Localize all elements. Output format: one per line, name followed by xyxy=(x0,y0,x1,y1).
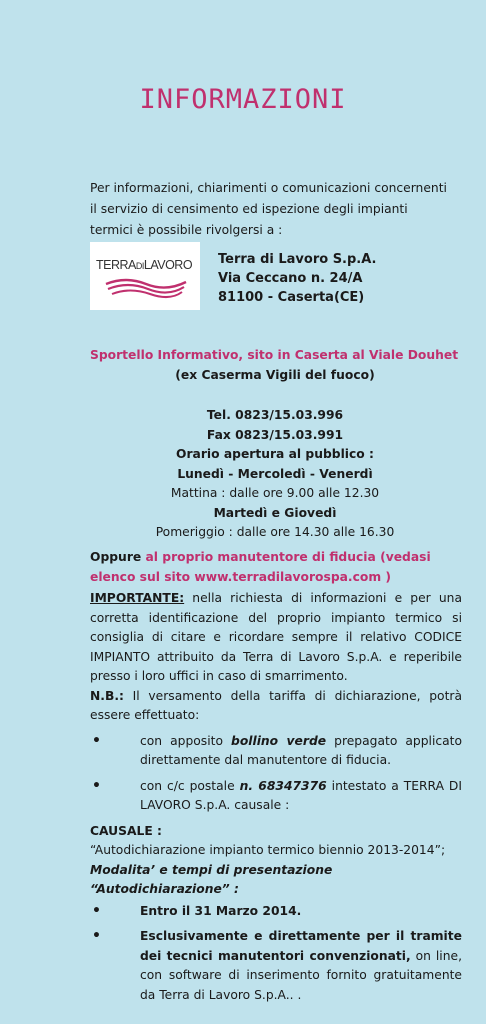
modalita-heading: Modalita’ e tempi di presentazione “Autodichiarazione” : xyxy=(90,862,333,896)
list-item: • con apposito bollino verde prepagato applicato direttamente dal manutentore di fiducia. xyxy=(92,732,463,767)
address-name: Terra di Lavoro S.p.A. xyxy=(218,252,377,267)
bullet-icon: • xyxy=(92,777,101,794)
logo-text-lavoro: LAVORO xyxy=(143,258,193,272)
causale-label: CAUSALE : xyxy=(90,823,162,838)
bullet-icon: • xyxy=(92,902,101,919)
nb-label: N.B.: xyxy=(90,688,124,703)
bullet-icon: • xyxy=(92,928,101,944)
oppure-block xyxy=(90,548,462,587)
nb-text: Il versamento della tariffa di dichiarazione, potrà essere effettuato: xyxy=(90,688,462,722)
sportello-line1: Sportello Informativo, sito in Caserta al Viale Douhet xyxy=(90,348,459,362)
address-block xyxy=(218,250,376,307)
tel-number: Tel. 0823/15.03.996 xyxy=(206,408,344,422)
oppure-word: Oppure xyxy=(90,550,142,564)
terra-di-lavoro-logo xyxy=(90,242,200,310)
page-title: INFORMAZIONI xyxy=(139,84,347,115)
body-text xyxy=(90,589,462,1011)
intro-paragraph: Per informazioni, chiarimenti o comunicazioni concernenti il servizio di censimento ed ispezione degli impianti termici è possibile rivolgersi a : xyxy=(90,181,447,237)
list-item: • Entro il 31 Marzo 2014. xyxy=(90,902,462,922)
list-item: • con c/c postale n. 68347376 intestato a TERRA DI LAVORO S.p.A. causale : xyxy=(92,777,463,812)
logo-text xyxy=(96,258,196,272)
importante-text: nella richiesta di informazioni e per una corretta identificazione del proprio impianto termico si consiglia di citare e ricordare sempre il relativo CODICE IMPIANTO attribuito da Terra di Lavoro S.p.A. e reperibile presso i loro uffici in caso di smarrimento. xyxy=(90,591,462,683)
hours-title: Orario apertura al pubblico : xyxy=(176,447,374,461)
nb-paragraph xyxy=(90,687,462,726)
importante-label: IMPORTANTE: xyxy=(90,591,185,605)
causale-text: “Autodichiarazione impianto termico biennio 2013-2014”; xyxy=(90,843,446,857)
fax-number: Fax 0823/15.03.991 xyxy=(206,427,344,442)
payment-list xyxy=(90,732,462,816)
wave-logo-icon xyxy=(104,276,188,300)
sportello-line2: (ex Caserma Vigili del fuoco) xyxy=(175,368,375,382)
address-street: Via Ceccano n. 24/A xyxy=(218,271,363,286)
days-line-1: Lunedì - Mercoledì - Venerdì xyxy=(177,466,373,481)
sportello-block xyxy=(90,345,460,385)
hours-line-2: Pomeriggio : dalle ore 14.30 alle 16.30 xyxy=(155,525,395,539)
address-city: 81100 - Caserta(CE) xyxy=(218,290,365,305)
logo-text-di: DI xyxy=(135,261,144,271)
hours-line-1: Mattina : dalle ore 9.00 alle 12.30 xyxy=(170,486,380,500)
deadline-list xyxy=(90,902,462,1006)
logo-text-terra: TERRA xyxy=(96,258,136,272)
importante-paragraph xyxy=(90,589,462,687)
oppure-rest: al proprio manutentore di fiducia (vedasi elenco sul sito www.terradilavorospa.com ) xyxy=(90,550,431,584)
days-line-2: Martedì e Giovedì xyxy=(213,505,337,520)
bullet-icon: • xyxy=(92,732,101,749)
list-item: • Esclusivamente e direttamente per il tramite dei tecnici manutentori convenzionati, on line, con software di inserimento fornito gratuitamente da Terra di Lavoro S.p.A.. . xyxy=(92,928,462,1002)
contact-block xyxy=(90,406,460,543)
